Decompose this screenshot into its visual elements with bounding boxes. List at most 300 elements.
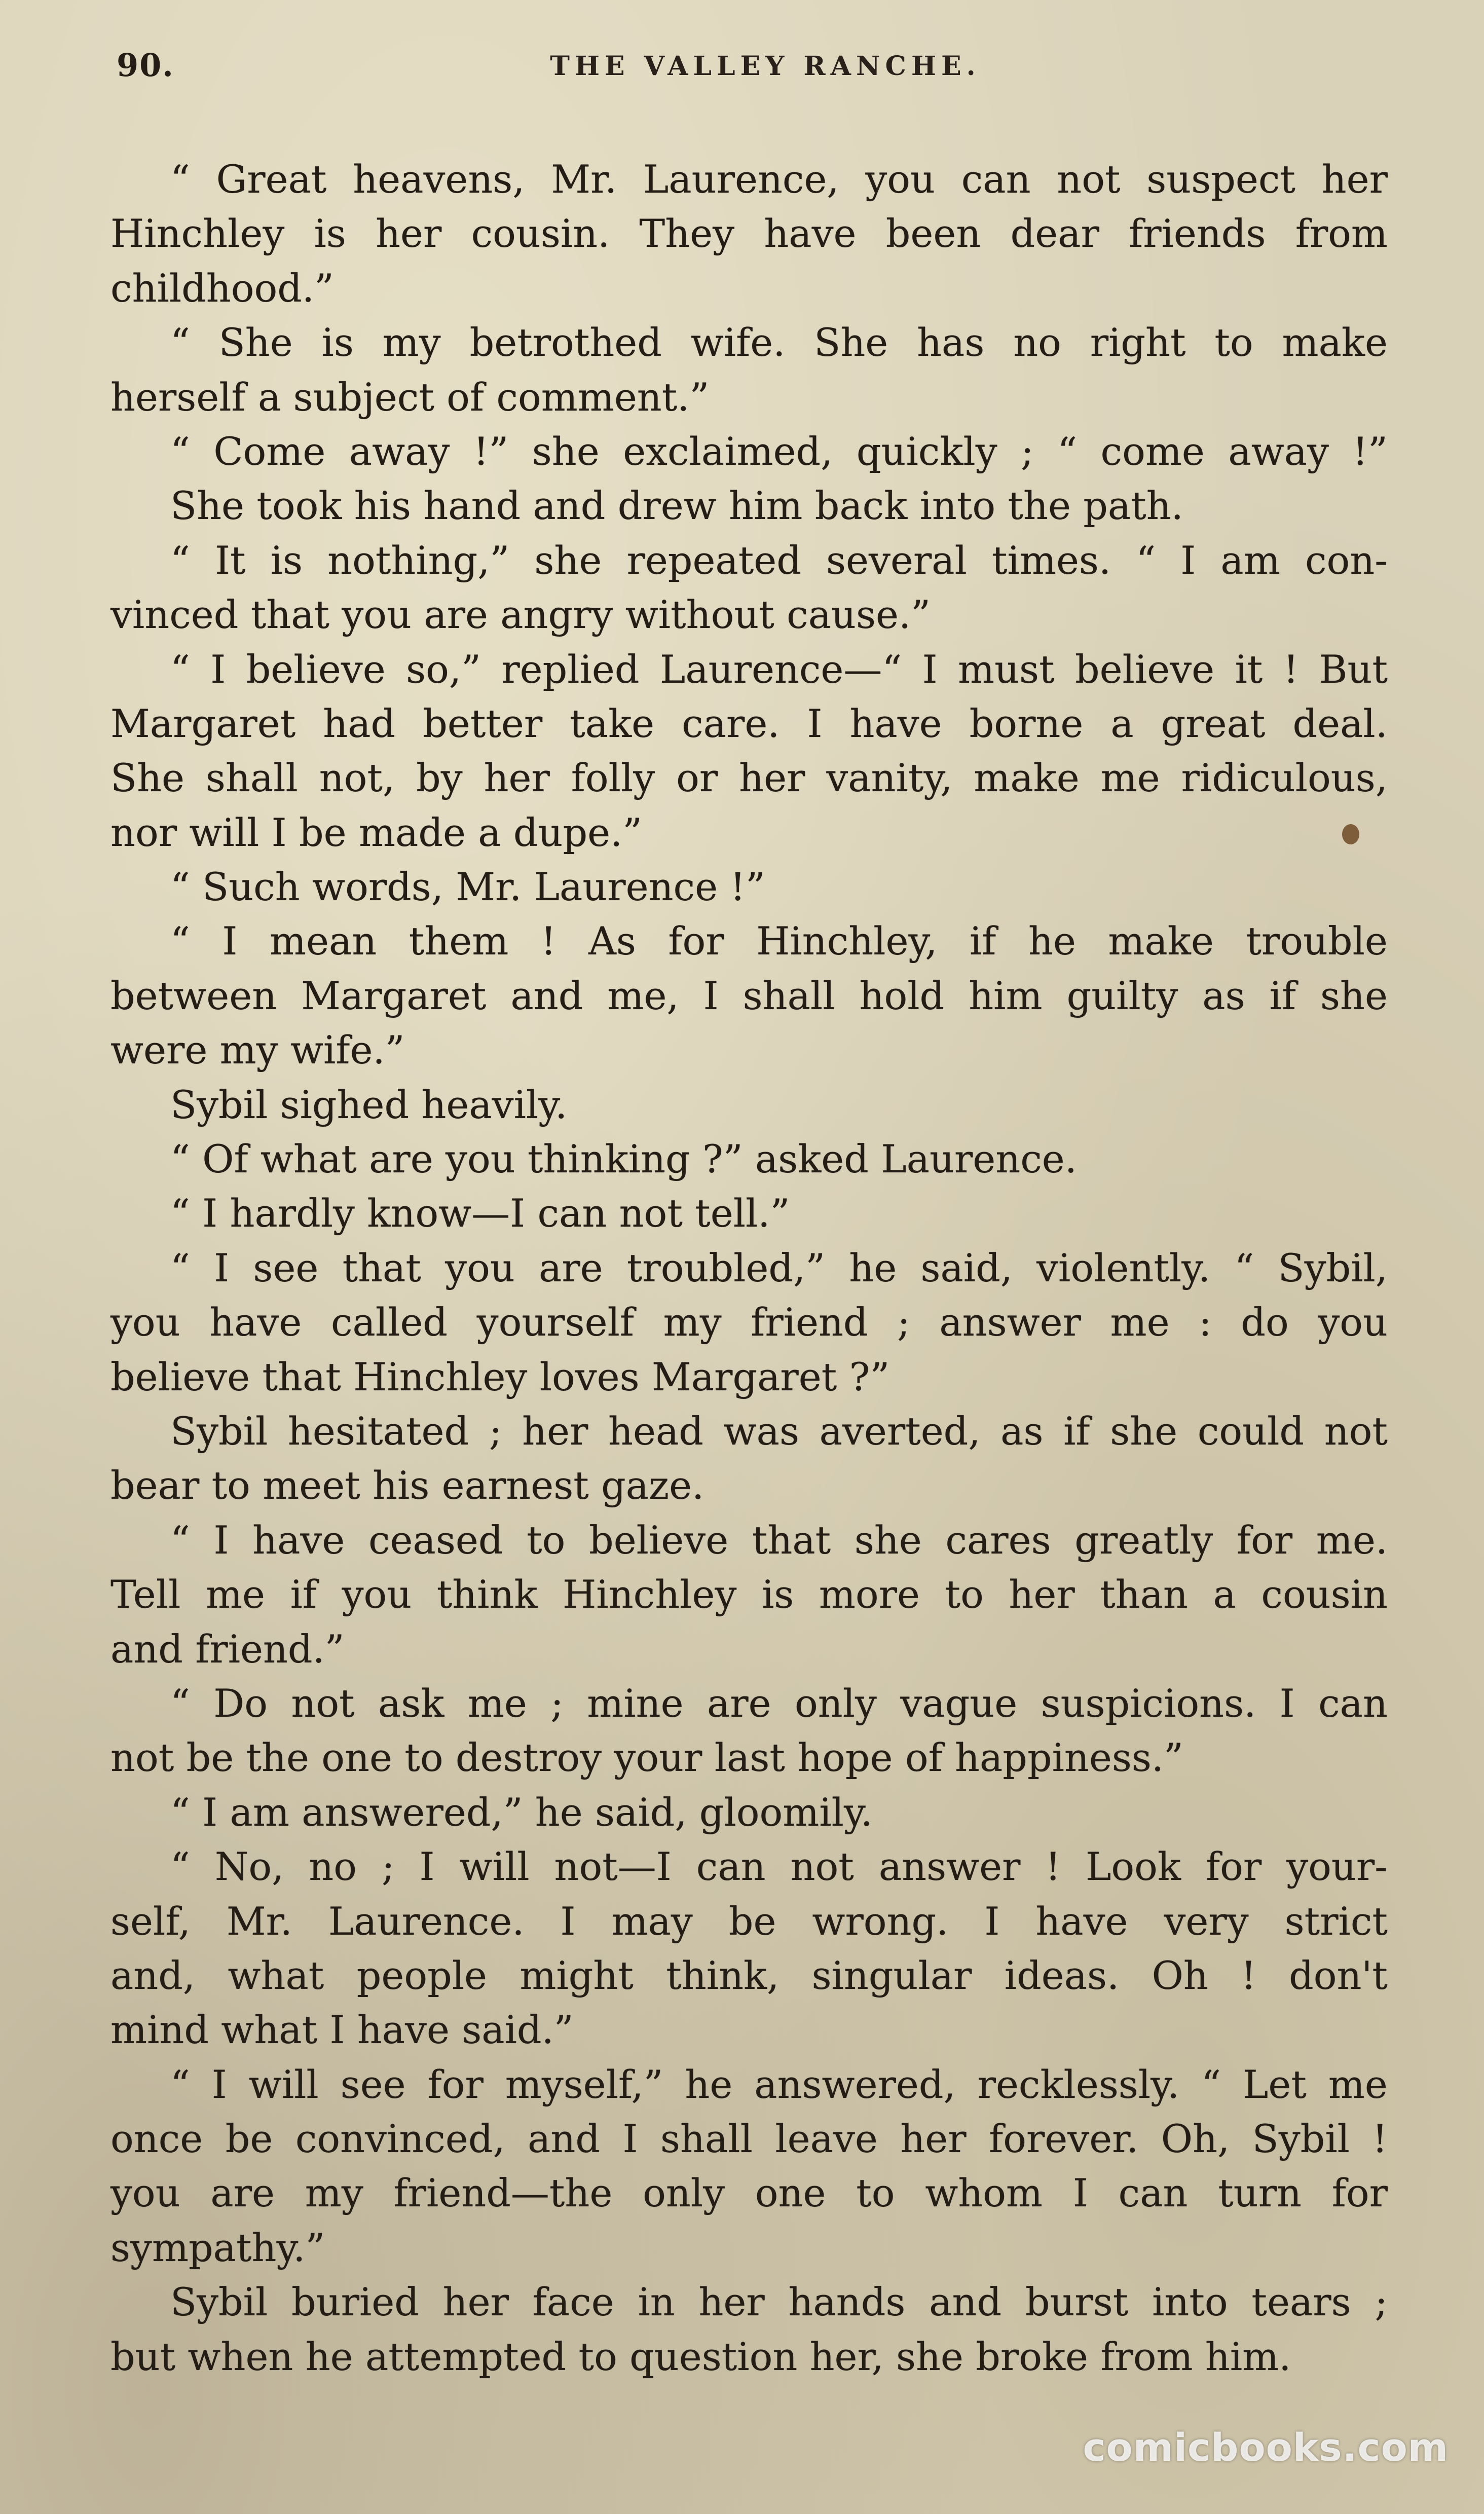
word: !”	[473, 428, 509, 474]
word: by	[416, 755, 463, 801]
word: one	[321, 1735, 392, 1781]
word: be	[186, 1735, 234, 1781]
text-line	[110, 1622, 1388, 1676]
text-line	[110, 206, 1388, 261]
word: turn	[1218, 2170, 1302, 2216]
word: for	[1331, 2170, 1388, 2216]
text-line	[110, 642, 1388, 696]
running-head	[117, 47, 1414, 87]
text-line	[110, 914, 1388, 968]
word: I	[329, 2007, 345, 2053]
word: is	[314, 211, 346, 256]
word: Look	[1085, 1844, 1181, 1890]
word: “	[170, 1136, 190, 1182]
word: strict	[1284, 1898, 1388, 1944]
word: not	[619, 1191, 683, 1236]
word: I	[213, 1517, 229, 1563]
word: my	[663, 1300, 722, 1345]
word: think	[436, 1572, 538, 1617]
word: she	[896, 2334, 963, 2379]
word: into	[1152, 2279, 1228, 2325]
word: subject	[293, 374, 434, 420]
word: I	[222, 918, 238, 964]
text-line	[110, 1785, 1388, 1839]
text-line	[110, 261, 1388, 315]
word: convinced,	[295, 2116, 505, 2162]
text-line	[110, 696, 1388, 751]
text-line	[110, 424, 1388, 478]
word: forever.	[989, 2116, 1139, 2162]
word: I	[271, 809, 287, 855]
word: are	[539, 1245, 603, 1290]
word: sighed	[280, 1082, 410, 1127]
word: great	[1161, 700, 1266, 746]
text-line	[110, 751, 1388, 805]
word: to	[1214, 320, 1253, 365]
word: cousin	[1261, 1572, 1388, 1617]
word: ;	[897, 1300, 910, 1345]
word: “	[170, 157, 190, 202]
word: be	[225, 2116, 273, 2162]
word: your-	[1286, 1844, 1388, 1890]
word: he	[305, 2334, 353, 2379]
word: I	[807, 700, 823, 746]
word: hold	[859, 973, 945, 1018]
word: tell.”	[695, 1191, 790, 1236]
word: have	[209, 1300, 302, 1345]
word: when	[188, 2334, 293, 2379]
text-line	[110, 1730, 1388, 1785]
word: as	[1202, 973, 1245, 1018]
word: folly	[571, 755, 655, 801]
text-line	[110, 1078, 1388, 1132]
word: But	[1319, 646, 1388, 692]
word: him	[729, 483, 803, 529]
word: ?”	[702, 1136, 743, 1182]
word: “	[170, 320, 190, 365]
word: not	[1057, 157, 1121, 202]
word: cousin.	[471, 211, 610, 256]
word: wife.”	[290, 1027, 405, 1073]
word: exclaimed,	[623, 428, 833, 474]
word: I	[211, 2061, 227, 2107]
word: destroy	[455, 1735, 602, 1781]
word: have	[252, 1517, 345, 1563]
word: Laurence.	[881, 1136, 1077, 1182]
text-line	[110, 478, 1388, 533]
word: ideas.	[1004, 1952, 1120, 1998]
word: head	[608, 1408, 703, 1454]
word: nor	[110, 809, 177, 855]
word: Sybil	[170, 1082, 268, 1127]
text-line	[110, 2221, 1388, 2275]
word: see	[253, 1245, 319, 1290]
word: that	[262, 1354, 341, 1399]
word: last	[714, 1735, 785, 1781]
word: deal.	[1292, 700, 1388, 746]
word: more	[819, 1572, 920, 1617]
word: Come	[213, 428, 326, 474]
word: will	[459, 1844, 530, 1890]
word: a	[257, 374, 281, 420]
word: Laurence,	[643, 157, 839, 202]
word: leave	[775, 2116, 878, 2162]
word: question	[629, 2334, 798, 2379]
word: myself,”	[505, 2061, 663, 2107]
word: I	[202, 1191, 218, 1236]
word: quickly	[856, 428, 997, 474]
word: is	[270, 537, 303, 583]
text-line	[110, 2057, 1388, 2112]
ink-stain	[1342, 824, 1359, 844]
word: better	[423, 700, 543, 746]
word: been	[885, 211, 981, 256]
word: said,	[920, 1245, 1013, 1290]
word: and,	[110, 1952, 196, 1998]
word: nothing,”	[327, 537, 510, 583]
word: of	[447, 374, 485, 420]
word: have	[1035, 1898, 1128, 1944]
word: Sybil	[170, 1408, 268, 1454]
word: averted,	[819, 1408, 981, 1454]
word: no	[1013, 320, 1061, 365]
text-line	[110, 1295, 1388, 1349]
word: to	[404, 1735, 443, 1781]
word: can	[1318, 1680, 1388, 1726]
word: “	[170, 1517, 190, 1563]
word: and	[528, 2116, 601, 2162]
word: Sybil	[170, 2279, 268, 2325]
word: earnest	[441, 1463, 589, 1508]
word: if	[290, 1572, 317, 1617]
word: hand	[423, 483, 521, 529]
word: you	[342, 1572, 412, 1617]
word: !	[1372, 2116, 1388, 2162]
word: cause.”	[787, 592, 931, 638]
word: to	[527, 1517, 566, 1563]
word: I	[560, 1898, 576, 1944]
word: believe	[589, 1517, 729, 1563]
word: “	[170, 1245, 190, 1290]
text-line	[110, 1404, 1388, 1458]
word: vanity,	[826, 755, 953, 801]
word: if	[1269, 973, 1296, 1018]
word: times.	[992, 537, 1111, 583]
word: answered,”	[302, 1789, 523, 1835]
word: she	[534, 537, 602, 583]
text-line	[110, 1458, 1388, 1512]
word: if	[1063, 1408, 1090, 1454]
word: “	[170, 1191, 190, 1236]
text-line	[110, 1241, 1388, 1295]
word: ;	[1021, 428, 1034, 474]
text-line	[110, 860, 1388, 914]
word: am	[230, 1789, 289, 1835]
word: Do	[213, 1680, 268, 1726]
word: Margaret	[301, 973, 487, 1018]
word: not,	[319, 755, 395, 801]
word: heavens,	[353, 157, 525, 202]
word: several	[826, 537, 967, 583]
word: he	[1028, 918, 1076, 964]
word: for	[668, 918, 724, 964]
word: once	[110, 2116, 203, 2162]
word: me	[1100, 755, 1160, 801]
word: know—I	[367, 1191, 526, 1236]
word: you	[110, 2170, 180, 2216]
text-line	[110, 1350, 1388, 1404]
word: my	[305, 2170, 363, 2216]
word: friend	[751, 1300, 868, 1345]
word: She	[218, 320, 293, 365]
word: face	[532, 2279, 614, 2325]
word: Such	[202, 864, 300, 910]
word: see	[340, 2061, 406, 2107]
word: you	[110, 1300, 180, 1345]
word: I	[202, 1789, 218, 1835]
word: me	[467, 1680, 527, 1726]
word: think,	[666, 1952, 780, 1998]
word: “	[1057, 428, 1078, 474]
text-line	[110, 1567, 1388, 1621]
word: mine	[587, 1680, 684, 1726]
word: don't	[1289, 1952, 1388, 1998]
word: recklessly.	[977, 2061, 1180, 2107]
word: hesitated	[287, 1408, 469, 1454]
word: not	[110, 1735, 174, 1781]
word: :	[1199, 1300, 1212, 1345]
word: that	[250, 592, 330, 638]
word: to	[945, 1572, 984, 1617]
word: “	[1201, 2061, 1221, 2107]
text-line	[110, 1894, 1388, 1948]
word: hardly	[230, 1191, 355, 1236]
word: Great	[216, 157, 327, 202]
word: without	[625, 592, 774, 638]
word: be	[299, 809, 347, 855]
word: drew	[617, 483, 717, 529]
word: away	[349, 428, 450, 474]
word: not	[1324, 1408, 1388, 1454]
word: are	[424, 592, 488, 638]
text-line	[110, 2112, 1388, 2166]
text-line	[110, 152, 1388, 206]
word: that	[342, 1245, 421, 1290]
word: Mr.	[551, 157, 617, 202]
word: I	[984, 1898, 1000, 1944]
word: “	[1234, 1245, 1254, 1290]
word: said,	[595, 1789, 687, 1835]
word: of	[905, 1735, 943, 1781]
text-line	[110, 2330, 1388, 2384]
word: Laurence.	[328, 1898, 525, 1944]
word: me.	[1316, 1517, 1388, 1563]
text-line	[110, 969, 1388, 1023]
word: dupe.”	[513, 809, 643, 855]
word: your	[614, 1735, 702, 1781]
word: not—I	[554, 1844, 672, 1890]
word: shall	[205, 755, 298, 801]
word: is	[761, 1572, 794, 1617]
word: he	[535, 1789, 583, 1835]
word: could	[1197, 1408, 1305, 1454]
word: childhood.”	[110, 265, 334, 311]
word: have	[764, 211, 857, 256]
word: “	[170, 646, 190, 692]
word: hope	[797, 1735, 893, 1781]
word: from	[1295, 211, 1388, 256]
word: repeated	[626, 537, 801, 583]
word: betrothed	[469, 320, 662, 365]
text-line	[110, 1186, 1388, 1240]
word: ;	[550, 1680, 564, 1726]
word: a	[1213, 1572, 1236, 1617]
word: to	[578, 2334, 617, 2379]
word: one	[755, 2170, 826, 2216]
word: buried	[291, 2279, 419, 2325]
word: people	[356, 1952, 488, 1998]
word: Margaret	[110, 700, 296, 746]
text-line	[110, 1132, 1388, 1186]
word: Mr.	[226, 1898, 292, 1944]
word: me	[1328, 2061, 1388, 2107]
word: might	[520, 1952, 634, 1998]
word: you	[446, 1136, 515, 1182]
word: shall	[660, 2116, 753, 2162]
word: Sybil,	[1278, 1245, 1388, 1290]
word: can	[1118, 2170, 1188, 2216]
word: do	[1241, 1300, 1289, 1345]
word: I	[214, 1245, 230, 1290]
word: for	[1236, 1517, 1293, 1563]
word: broke	[976, 2334, 1088, 2379]
word: !”	[1352, 428, 1388, 474]
word: that	[752, 1517, 831, 1563]
word: cares	[945, 1517, 1051, 1563]
text-line	[110, 315, 1388, 369]
word: “	[170, 1844, 190, 1890]
word: Hinchley	[110, 211, 285, 256]
word: I	[1279, 1680, 1295, 1726]
word: wrong.	[812, 1898, 949, 1944]
text-line	[110, 2003, 1388, 2057]
word: Laurence	[534, 864, 718, 910]
word: mind	[110, 2007, 209, 2053]
watermark: comicbooks.com	[1083, 2425, 1449, 2470]
word: self,	[110, 1898, 191, 1944]
word: answer	[878, 1844, 1021, 1890]
word: trouble	[1246, 918, 1388, 964]
word: and	[510, 973, 583, 1018]
word: and	[929, 2279, 1002, 2325]
word: what	[228, 1952, 324, 1998]
word: “	[170, 864, 190, 910]
word: but	[110, 2334, 176, 2379]
word: take	[570, 700, 655, 746]
word: “	[1136, 537, 1156, 583]
word: not	[291, 1680, 355, 1726]
word: it	[1235, 646, 1263, 692]
word: friend—the	[393, 2170, 613, 2216]
word: I	[1072, 2170, 1088, 2216]
word: very	[1164, 1898, 1249, 1944]
word: violently.	[1036, 1245, 1211, 1290]
word: believe	[110, 1354, 250, 1399]
word: ?”	[849, 1354, 890, 1399]
word: so,”	[406, 646, 481, 692]
word: me	[205, 1572, 265, 1617]
word: the	[1008, 483, 1071, 529]
word: only	[795, 1680, 877, 1726]
word: meet	[263, 1463, 360, 1508]
word: words,	[312, 864, 443, 910]
word: my	[219, 1027, 278, 1073]
word: his	[354, 483, 411, 529]
word: Hinchley	[353, 1354, 528, 1399]
word: from	[1100, 2334, 1193, 2379]
word: ;	[489, 1408, 502, 1454]
word: his	[373, 1463, 430, 1508]
word: her	[900, 2116, 967, 2162]
word: me,	[607, 973, 679, 1018]
word: to	[856, 2170, 895, 2216]
word: vague	[900, 1680, 1018, 1726]
word: what	[221, 2007, 318, 2053]
word: sympathy.”	[110, 2225, 325, 2270]
word: than	[1100, 1572, 1188, 1617]
word: will	[189, 809, 259, 855]
word: suspicions.	[1041, 1680, 1256, 1726]
word: shall	[743, 973, 835, 1018]
word: gloomily.	[699, 1789, 873, 1835]
word: “	[170, 918, 190, 964]
word: in	[638, 2279, 675, 2325]
word: will	[248, 2061, 319, 2107]
word: her	[376, 211, 442, 256]
word: “	[170, 428, 190, 474]
word: took	[256, 483, 342, 529]
word: she	[532, 428, 600, 474]
word: replied	[501, 646, 640, 692]
word: right	[1090, 320, 1186, 365]
word: only	[643, 2170, 725, 2216]
word: no	[309, 1844, 357, 1890]
word: a	[1110, 700, 1134, 746]
word: be	[728, 1898, 776, 1944]
word: you	[445, 1245, 515, 1290]
word: Tell	[110, 1572, 181, 1617]
word: my	[382, 320, 441, 365]
word: into	[919, 483, 996, 529]
word: friends	[1129, 211, 1266, 256]
word: !	[1241, 1952, 1256, 1998]
word: singular	[811, 1952, 972, 1998]
word: dear	[1010, 211, 1099, 256]
word: ridiculous,	[1181, 755, 1388, 801]
word: troubled,”	[626, 1245, 826, 1290]
word: I	[922, 646, 938, 692]
word: are	[707, 1680, 771, 1726]
word: mean	[269, 918, 377, 964]
text-line	[110, 1948, 1388, 2003]
word: She	[170, 483, 244, 529]
word: made	[358, 809, 466, 855]
text-line	[110, 587, 1388, 642]
word: she	[854, 1517, 922, 1563]
word: No,	[214, 1844, 284, 1890]
word: “	[170, 537, 190, 583]
word: is	[321, 320, 354, 365]
